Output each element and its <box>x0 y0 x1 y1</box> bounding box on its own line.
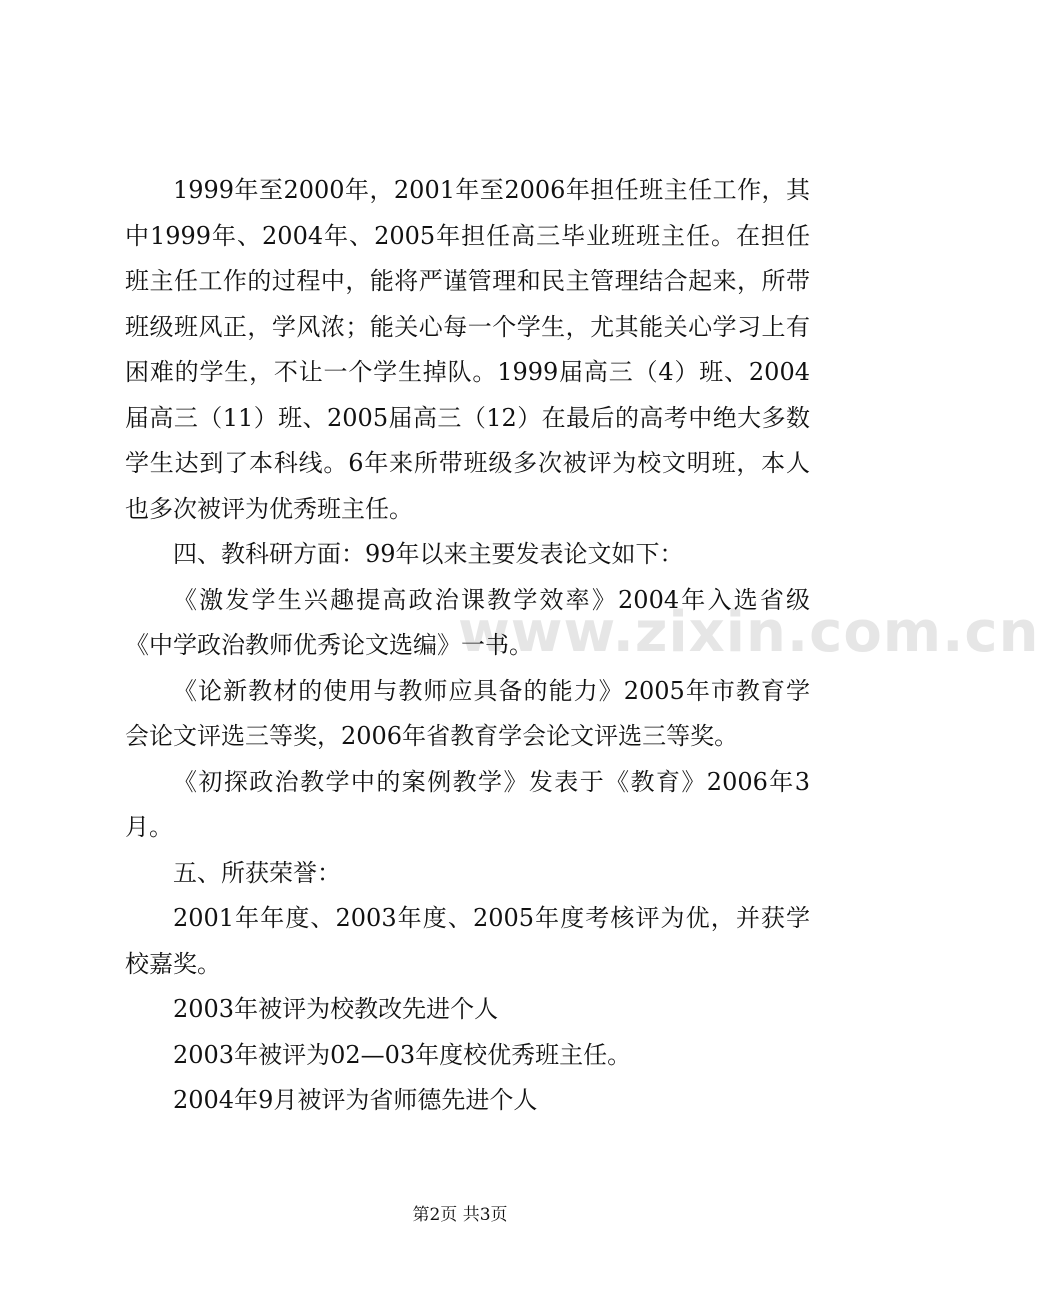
page-footer: 第2页 共3页 <box>412 1205 508 1225</box>
watermark: www.zixin.com.cn <box>458 600 1040 665</box>
document-body <box>125 168 810 1124</box>
paragraph-class-teacher-work: 1999年至2000年，2001年至2006年担任班主任工作，其中1999年、2004年、2005年担任高三毕业班班主任。在担任班主任工作的过程中，能将严谨管理和民主管理结合起来，所带班级班风正，学风浓；能关心每一个学生，尤其能关心学习上有困难的学生，不让一个学生掉队。1999届高三（4）班、2004届高三（11）班、2005届高三（12）在最后的高考中绝大多数学生达到了本科线。6年来所带班级多次被评为校文明班，本人也多次被评为优秀班主任。 <box>125 176 810 523</box>
paragraph-paper-2: 《论新教材的使用与教师应具备的能力》2005年市教育学会论文评选三等奖，2006年省教育学会论文评选三等奖。 <box>125 676 810 750</box>
section-heading-honors: 五、所获荣誉： <box>173 858 341 887</box>
section-heading-research: 四、教科研方面：99年以来主要发表论文如下： <box>173 540 684 568</box>
paragraph-paper-1: 《激发学生兴趣提高政治课教学效率》2004年入选省级《中学政治教师优秀论文选编》一书。 <box>125 585 810 659</box>
paragraph-honor-2: 2003年被评为校教改先进个人 <box>173 995 499 1023</box>
paragraph-honor-3: 2003年被评为02—03年度校优秀班主任。 <box>173 1040 632 1069</box>
paragraph-honor-1: 2001年年度、2003年度、2005年度考核评为优，并获学校嘉奖。 <box>125 904 810 978</box>
paragraph-paper-3: 《初探政治教学中的案例教学》发表于《教育》2006年3月。 <box>125 767 810 841</box>
paragraph-honor-4: 2004年9月被评为省师德先进个人 <box>173 1086 538 1114</box>
